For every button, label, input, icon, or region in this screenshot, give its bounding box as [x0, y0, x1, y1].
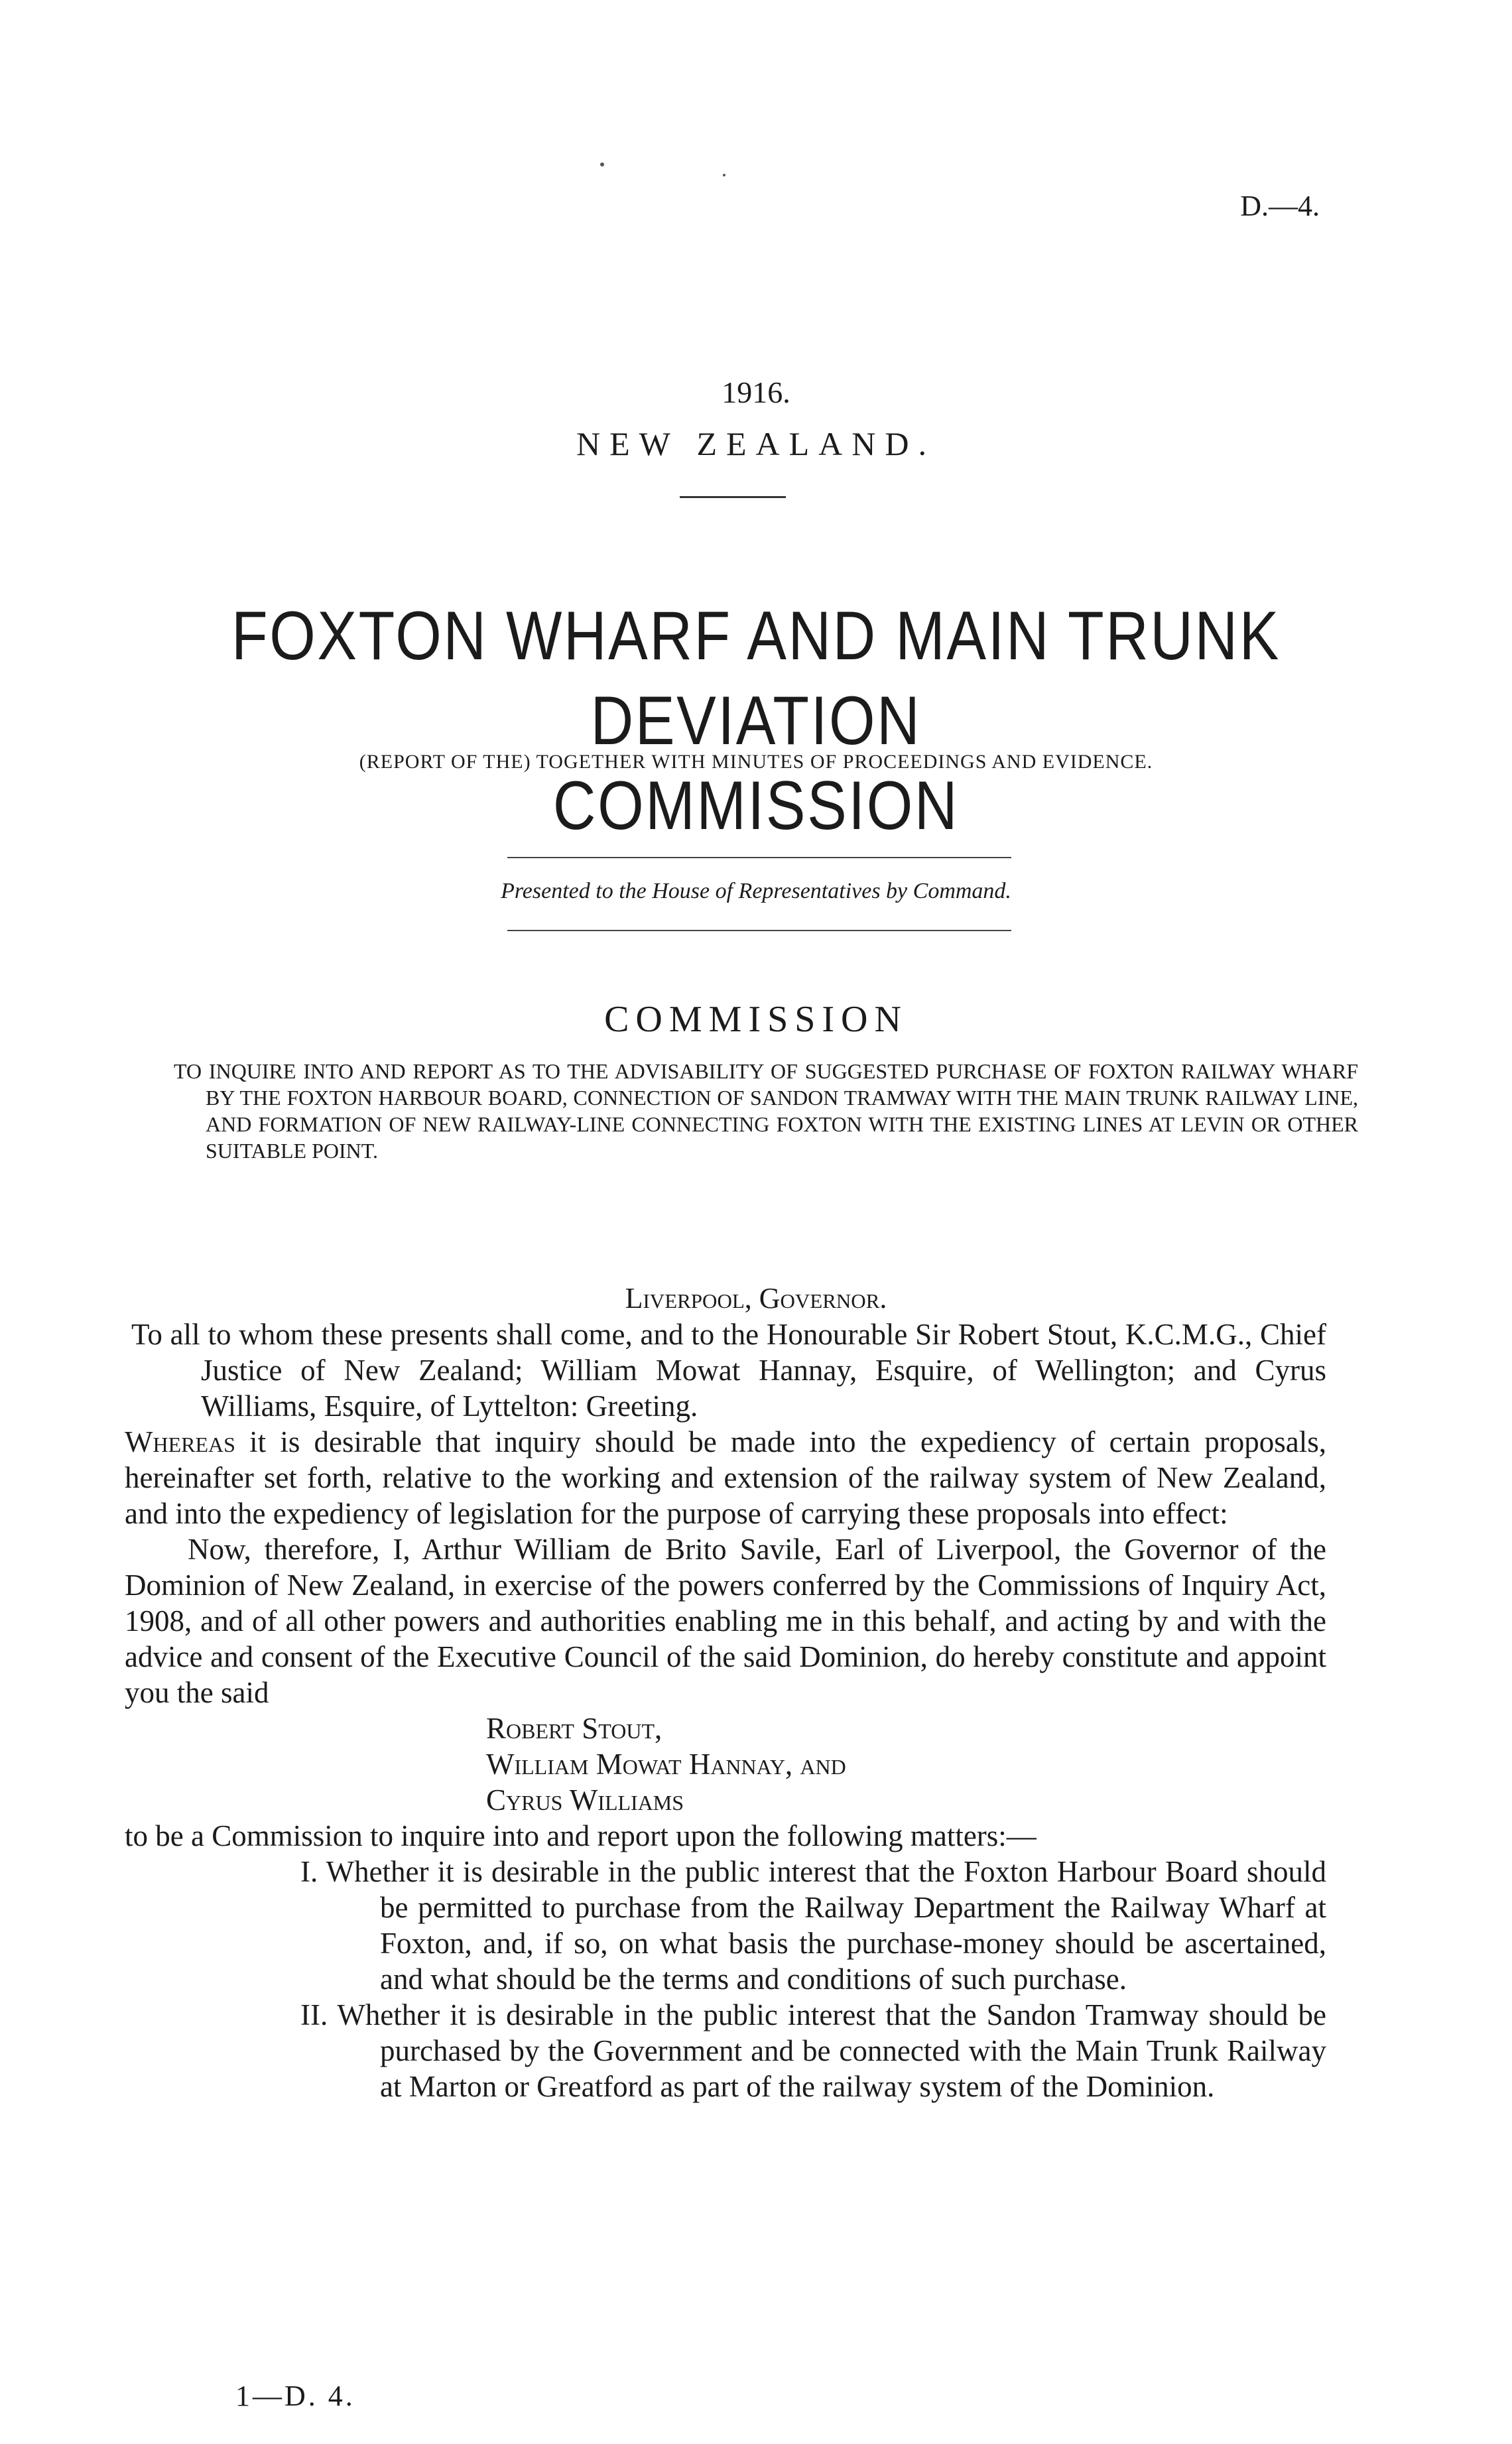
governor-line: Liverpool, Governor.	[625, 1282, 887, 1315]
whereas-text: it is desirable that inquiry should be made into the expediency of certain proposals, hereinafter set forth, relative to the working and extension of the railway system of New Zealand, and into the expediency of legislation for the purpose of carrying these proposals into effect:	[125, 1425, 1326, 1530]
commissioner-name: Cyrus Williams	[486, 1783, 684, 1817]
whereas-word: Whereas	[125, 1425, 235, 1458]
document-reference: D.—4.	[1240, 190, 1320, 222]
divider-rule	[507, 930, 1011, 931]
document-title	[106, 594, 1407, 848]
print-speck	[600, 162, 604, 166]
greeting-paragraph: To all to whom these presents shall come, and to the Honourable Sir Robert Stout, K.C.M.G., Chief Justice of New Zealand; William Mowat Hannay, Esquire, of Wellington; and Cyrus Williams, Esquire, of Lyttelton: Greeting.	[131, 1318, 1326, 1423]
whereas-paragraph	[125, 1424, 1326, 1531]
commissioner-name: William Mowat Hannay, and	[486, 1748, 846, 1781]
matters-intro: to be a Commission to inquire into and report upon the following matters:—	[125, 1819, 1037, 1852]
divider-rule	[507, 857, 1011, 858]
country-heading: NEW ZEALAND.	[576, 425, 936, 462]
title-line-2: COMMISSION	[552, 767, 960, 844]
document-subtitle: (REPORT OF THE) TOGETHER WITH MINUTES OF PROCEEDINGS AND EVIDENCE.	[359, 751, 1153, 773]
commissioner-names	[125, 1710, 1326, 1818]
matter-item: II. Whether it is desirable in the public interest that the Sandon Tramway should be purchased by the Government and be connected with the Main Trunk Railway at Marton or Greatford as part of the railway system of the Dominion.	[300, 1998, 1326, 2103]
matter-item: I. Whether it is desirable in the public interest that the Foxton Harbour Board should be permitted to purchase from the Railway Department the Railway Wharf at Foxton, and, if so, on what basis the purchase-money should be ascertained, and what should be the terms and conditions of such purchase.	[300, 1855, 1326, 1996]
commissioner-name: Robert Stout,	[486, 1712, 662, 1745]
commission-heading: COMMISSION	[604, 999, 908, 1040]
appointment-paragraph: Now, therefore, I, Arthur William de Brito Savile, Earl of Liverpool, the Governor of the Dominion of New Zealand, in exercise of the powers conferred by the Commissions of Inquiry Act, 1908, and of all other powers and authorities enabling me in this behalf, and acting by and with the advice and consent of the Executive Council of the said Dominion, do hereby constitute and appoint you the said	[125, 1533, 1326, 1709]
commission-scope: TO INQUIRE INTO AND REPORT AS TO THE ADVISABILITY OF SUGGESTED PURCHASE OF FOXTON RAILWAY WHARF BY THE FOXTON HARBOUR BOARD, CONNECTION OF SANDON TRAMWAY WITH THE MAIN TRUNK RAILWAY LINE, AND FORMATION OF NEW RAILWAY-LINE CONNECTING FOXTON WITH THE EXISTING LINES AT LEVIN OR OTHER SUITABLE POINT.	[174, 1059, 1358, 1163]
publication-year: 1916.	[722, 375, 790, 409]
print-speck	[723, 174, 725, 176]
commission-body	[125, 1317, 1326, 2104]
divider-rule	[680, 496, 786, 498]
title-line-1: FOXTON WHARF AND MAIN TRUNK DEVIATION	[231, 598, 1281, 759]
page-signature: 1—D. 4.	[235, 2380, 355, 2412]
presented-note: Presented to the House of Representatives by Command.	[501, 879, 1011, 903]
